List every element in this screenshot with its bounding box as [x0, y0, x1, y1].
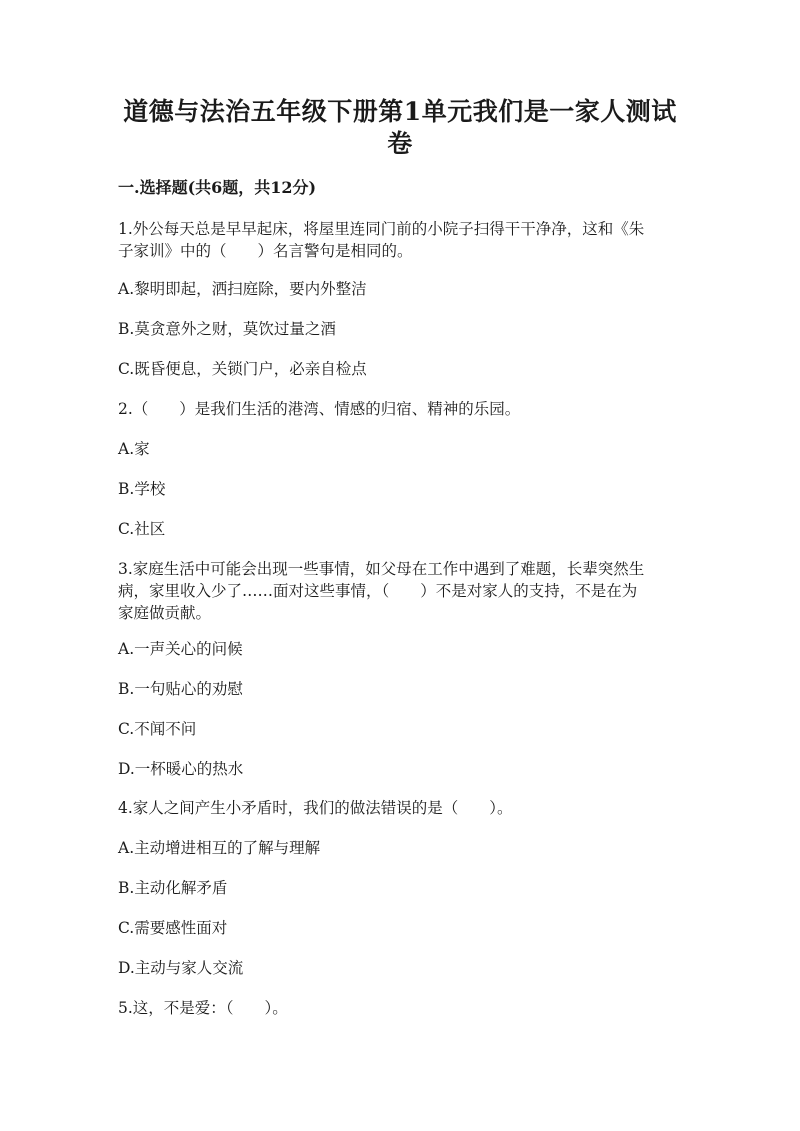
question-4-option-b: B.主动化解矛盾 [118, 879, 228, 897]
question-3-stem [118, 558, 690, 624]
question-1-option-c: C.既昏便息，关锁门户，必亲自检点 [118, 360, 367, 378]
question-1-stem [118, 218, 690, 262]
question-stem-line: 家庭做贡献。 [118, 604, 212, 622]
question-1-option-b: B.莫贪意外之财，莫饮过量之酒 [118, 320, 336, 338]
question-1-option-a: A.黎明即起，洒扫庭除，要内外整洁 [118, 280, 367, 298]
section-heading: 一.选择题(共6题，共12分) [118, 178, 317, 197]
question-3-option-a: A.一声关心的问候 [118, 640, 243, 658]
question-4-option-d: D.主动与家人交流 [118, 959, 244, 977]
exam-title [118, 96, 682, 160]
question-stem-line: 2.（ ）是我们生活的港湾、情感的归宿、精神的乐园。 [118, 400, 521, 418]
question-3-option-c: C.不闻不问 [118, 720, 197, 738]
question-4-option-c: C.需要感性面对 [118, 919, 228, 937]
question-2-stem [118, 398, 690, 420]
question-2-option-a: A.家 [118, 440, 150, 458]
question-2-option-c: C.社区 [118, 520, 166, 538]
question-4-stem [118, 797, 690, 819]
question-stem-line: 3.家庭生活中可能会出现一些事情，如父母在工作中遇到了难题，长辈突然生 [118, 560, 645, 578]
exam-title-line-2: 卷 [387, 129, 413, 158]
question-stem-line: 1.外公每天总是早早起床，将屋里连同门前的小院子扫得干干净净，这和《朱 [118, 220, 645, 238]
exam-title-line-1: 道德与法治五年级下册第1单元我们是一家人测试 [123, 97, 677, 126]
question-4-option-a: A.主动增进相互的了解与理解 [118, 839, 321, 857]
question-2-option-b: B.学校 [118, 480, 166, 498]
question-stem-line: 子家训》中的（ ）名言警句是相同的。 [118, 242, 413, 260]
question-stem-line: 病，家里收入少了……面对这些事情，（ ）不是对家人的支持，不是在为 [118, 582, 638, 600]
question-stem-line: 5.这，不是爱：（ ）。 [118, 999, 288, 1017]
question-5-stem [118, 997, 690, 1019]
question-3-option-b: B.一句贴心的劝慰 [118, 680, 243, 698]
question-stem-line: 4.家人之间产生小矛盾时，我们的做法错误的是（ ）。 [118, 799, 513, 817]
question-3-option-d: D.一杯暖心的热水 [118, 760, 244, 778]
